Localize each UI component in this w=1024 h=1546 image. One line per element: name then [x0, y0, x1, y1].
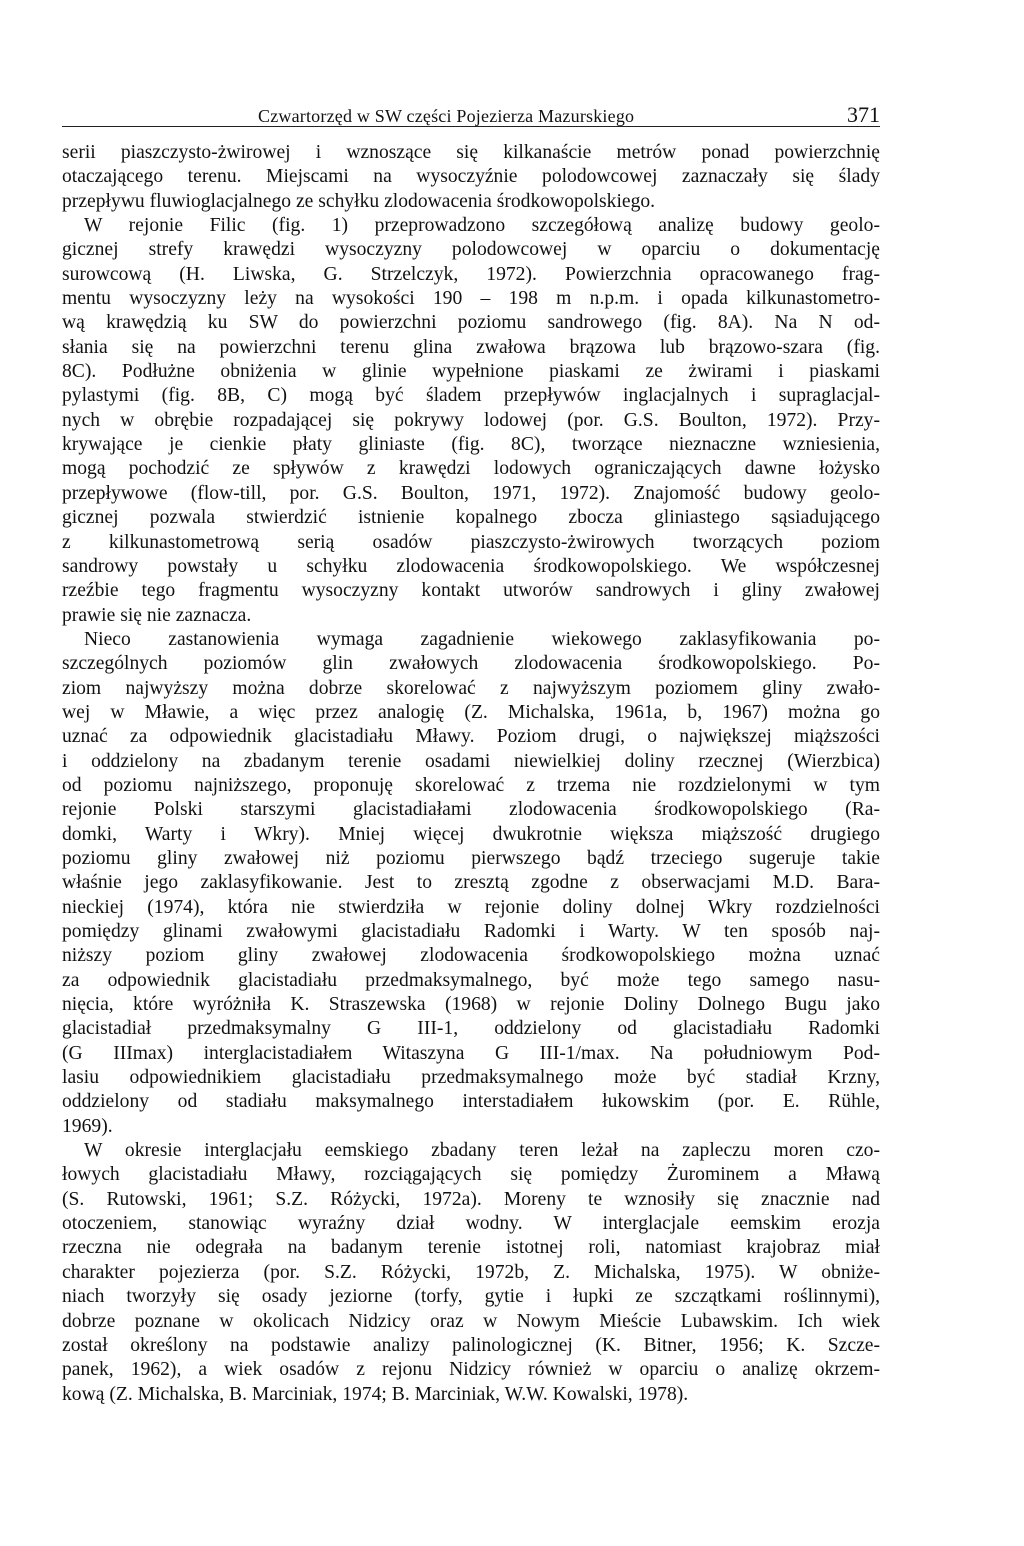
text-line: wej w Mławie, a więc przez analogię (Z. Michalska, 1961a, b, 1967) można go [62, 701, 880, 723]
text-line: przepływowe (flow-till, por. G.S. Boulton, 1971, 1972). Znajomość budowy geolo- [62, 482, 880, 504]
text-line: właśnie jego zaklasyfikowanie. Jest to zresztą zgodne z obserwacjami M.D. Bara- [62, 872, 880, 894]
text-line: został określony na podstawie analizy palinologicznej (K. Bitner, 1956; K. Szcze- [62, 1334, 880, 1356]
text-line: gicznej pozwala stwierdzić istnienie kopalnego zbocza gliniastego sąsiadującego [62, 507, 880, 529]
text-line: rzeźbie tego fragmentu wysoczyzny kontakt utworów sandrowych i gliny zwałowej [62, 580, 880, 602]
text-line: 1969). [62, 1115, 113, 1137]
text-line: (S. Rutowski, 1961; S.Z. Różycki, 1972a). Moreny te wznosiły się znacznie nad [62, 1188, 880, 1210]
text-line: 8C). Podłużne obniżenia w glinie wypełnione piaskami ze żwirami i piaskami [62, 361, 880, 383]
text-line: ziom najwyższy można dobrze skorelować z najwyższym poziomem gliny zwało- [62, 677, 880, 699]
text-line: sandrowy powstały u schyłku zlodowacenia środkowopolskiego. We współczesnej [62, 555, 880, 577]
running-header [62, 102, 880, 132]
text-line: nięcia, które wyróżniła K. Straszewska (1968) w rejonie Doliny Dolnego Bugu jako [62, 994, 880, 1016]
text-line: domki, Warty i Wkry). Mniej więcej dwukrotnie większa miąższość drugiego [62, 823, 880, 845]
text-line: rejonie Polski starszymi glacistadiałami zlodowacenia środkowopolskiego (Ra- [62, 799, 880, 821]
text-line: przepływu fluwioglacjalnego ze schyłku zlodowacenia środkowopolskiego. [62, 190, 656, 212]
text-line: charakter pojezierza (por. S.Z. Różycki, 1972b, Z. Michalska, 1975). W obniże- [62, 1261, 880, 1283]
text-line: W okresie interglacjału eemskiego zbadany teren leżał na zapleczu moren czo- [84, 1140, 880, 1162]
text-line: nych w obrębie rozpadającej się pokrywy lodowej (por. G.S. Boulton, 1972). Przy- [62, 409, 880, 431]
text-line: poziomu gliny zwałowej niż poziomu pierwszego bądź trzeciego sugeruje takie [62, 847, 880, 869]
text-line: uznać za odpowiednik glacistadiału Mławy. Poziom drugi, o największej miąższości [62, 726, 880, 748]
text-line: lasiu odpowiednikiem glacistadiału przedmaksymalnego może być stadiał Krzny, [62, 1067, 880, 1089]
text-line: za odpowiednik glacistadiału przedmaksymalnego, być może tego samego nasu- [62, 969, 880, 991]
text-line: surowcową (H. Liwska, G. Strzelczyk, 1972). Powierzchnia opracowanego frag- [62, 263, 880, 285]
running-title: Czwartorzęd w SW części Pojezierza Mazurskiego [258, 106, 635, 126]
text-line: łowych glacistadiału Mławy, rozciągających się pomiędzy Żurominem a Mławą [62, 1164, 880, 1186]
text-line: szczególnych poziomów glin zwałowych zlodowacenia środkowopolskiego. Po- [62, 653, 880, 675]
text-line: mentu wysoczyzny leży na wysokości 190 – 198 m n.p.m. i opada kilkunastometro- [62, 288, 880, 310]
text-line: gicznej strefy krawędzi wysoczyzny polodowcowej w oparciu o dokumentację [62, 239, 880, 261]
text-line: rzeczna nie odegrała na badanym terenie istotnej roli, natomiast krajobraz miał [62, 1237, 880, 1259]
header-rule [62, 126, 880, 127]
text-line: niższy poziom gliny zwałowej zlodowacenia środkowopolskiego można uznać [62, 945, 880, 967]
text-line: nieckiej (1974), która nie stwierdziła w rejonie doliny dolnej Wkry rozdzielności [62, 896, 880, 918]
body-text [62, 141, 880, 1407]
text-line: z kilkunastometrową serią osadów piaszczysto-żwirowych tworzących poziom [62, 531, 880, 553]
text-line: otoczeniem, stanowiąc wyraźny dział wodny. W interglacjale eemskim erozja [62, 1213, 880, 1235]
text-line: oddzielony od stadiału maksymalnego interstadiałem łukowskim (por. E. Rühle, [62, 1091, 880, 1113]
text-line: dobrze poznane w okolicach Nidzicy oraz w Nowym Mieście Lubawskim. Ich wiek [62, 1310, 880, 1332]
text-line: Nieco zastanowienia wymaga zagadnienie wiekowego zaklasyfikowania po- [84, 628, 880, 650]
text-line: mogą pochodzić ze spływów z krawędzi lodowych ograniczających dawne łożysko [62, 458, 880, 480]
text-line: niach tworzyły się osady jeziorne (torfy, gytie i łupki ze szczątkami roślinnymi), [62, 1286, 880, 1308]
text-line: pylastymi (fig. 8B, C) mogą być śladem przepływów inglacjalnych i supraglacjal- [62, 385, 880, 407]
text-line: wą krawędzią ku SW do powierzchni poziomu sandrowego (fig. 8A). Na N od- [62, 312, 880, 334]
text-line: kową (Z. Michalska, B. Marciniak, 1974; B. Marciniak, W.W. Kowalski, 1978). [62, 1383, 689, 1405]
text-line: W rejonie Filic (fig. 1) przeprowadzono szczegółową analizę budowy geolo- [84, 215, 880, 237]
text-line: serii piaszczysto-żwirowej i wznoszące się kilkanaście metrów ponad powierzchnię [62, 142, 880, 163]
text-line: i oddzielony na zbadanym terenie osadami niewielkiej doliny rzecznej (Wierzbica) [62, 750, 880, 772]
text-line: od poziomu najniższego, proponuję skorelować z trzema nie rozdzielonymi w tym [62, 774, 880, 796]
text-line: pomiędzy glinami zwałowymi glacistadiału Radomki i Warty. W ten sposób naj- [62, 921, 880, 942]
text-line: (G IIImax) interglacistadiałem Witaszyna G III-1/max. Na południowym Pod- [62, 1042, 880, 1064]
text-line: panek, 1962), a wiek osadów z rejonu Nidzicy również w oparciu o analizę okrzem- [62, 1359, 880, 1381]
text-line: słania się na powierzchni terenu glina zwałowa brązowa lub brązowo-szara (fig. [62, 336, 880, 358]
text-line: krywające je cienkie płaty gliniaste (fig. 8C), tworzące nieznaczne wzniesienia, [62, 434, 880, 456]
page [62, 0, 880, 1546]
text-line: otaczającego terenu. Miejscami na wysoczyźnie polodowcowej zaznaczały się ślady [62, 166, 880, 188]
text-line: prawie się nie zaznacza. [62, 604, 252, 626]
text-line: glacistadiał przedmaksymalny G III-1, oddzielony od glacistadiału Radomki [62, 1018, 880, 1040]
page-number: 371 [847, 102, 880, 127]
